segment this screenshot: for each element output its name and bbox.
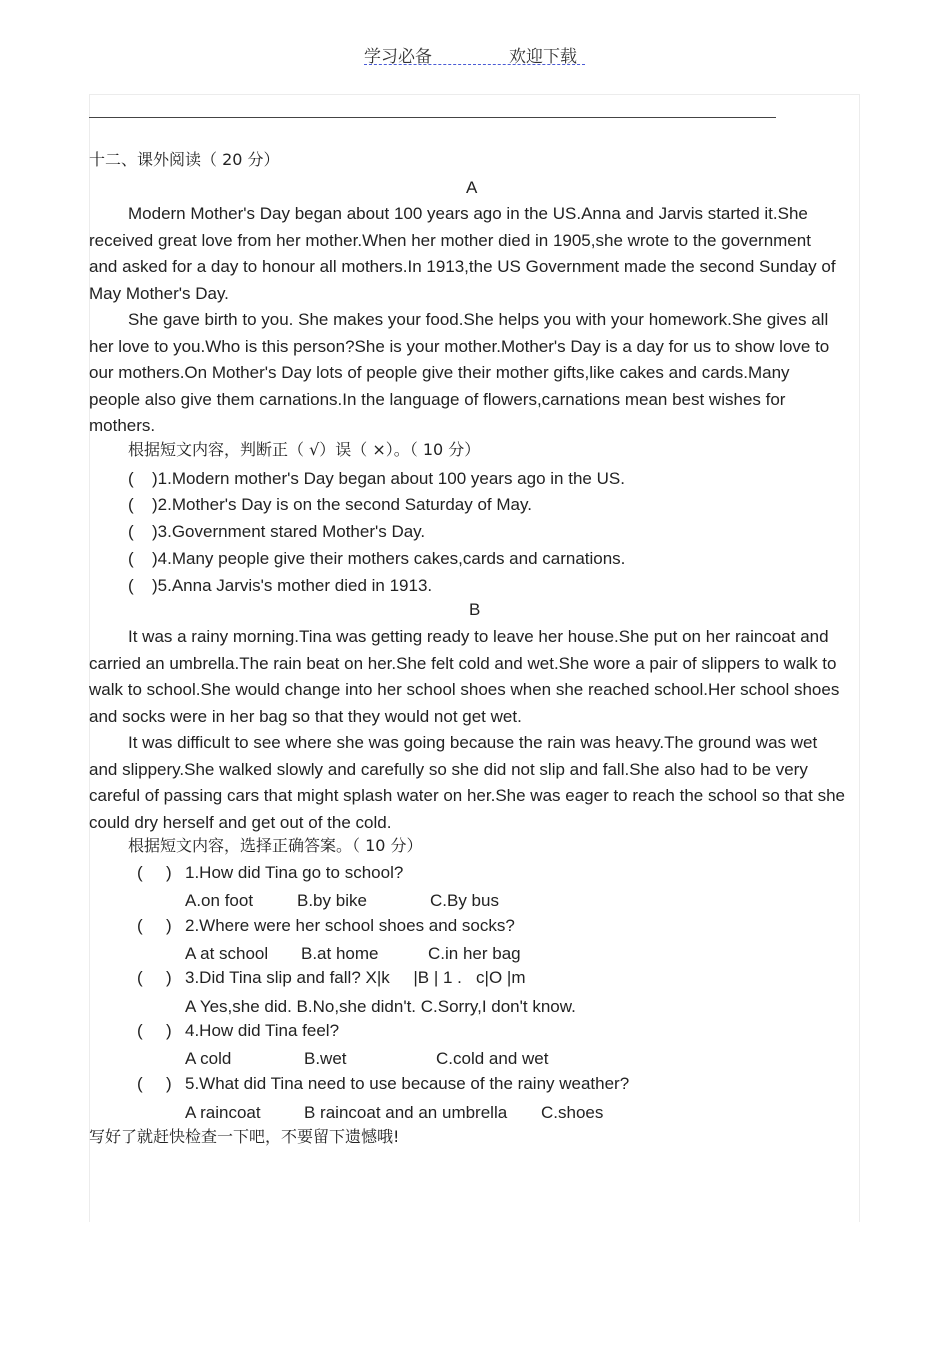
passage-b-paragraph-2 bbox=[89, 730, 889, 836]
option-a: A.on foot bbox=[185, 891, 254, 910]
passage-a-instruction: 根据短文内容，判断正（ √）误（ ×）。（ 10 分） bbox=[128, 440, 481, 459]
passage-b-label: B bbox=[469, 600, 481, 619]
section-title: 十二、课外阅读（ 20 分） bbox=[89, 150, 280, 169]
passage-a-paragraph-1 bbox=[89, 201, 889, 307]
text-line: our mothers.On Mother's Day lots of people give their mother gifts,like cakes and cards.Many bbox=[89, 363, 790, 383]
header-right-text: 欢迎下载 bbox=[509, 47, 577, 67]
option-b: B.at home bbox=[301, 944, 379, 963]
option-c: C.cold and wet bbox=[436, 1049, 549, 1068]
text-line: people also give them carnations.In the language of flowers,carnations mean best wishes for bbox=[89, 389, 786, 409]
tf-item-5: )5.Anna Jarvis's mother died in 1913. bbox=[152, 576, 433, 595]
option-c: C.in her bag bbox=[428, 944, 521, 963]
text-line: her love to you.Who is this person?She is your mother.Mother's Day is a day for us to show love to bbox=[89, 336, 830, 356]
text-line: It was difficult to see where she was going because the rain was heavy.The ground was wet bbox=[128, 733, 818, 752]
passage-a-label: A bbox=[466, 178, 478, 197]
footer-note: 写好了就赶快检查一下吧，不要留下遗憾哦! bbox=[89, 1127, 400, 1146]
answer-paren: ( bbox=[128, 549, 134, 568]
option-a: A raincoat bbox=[185, 1103, 261, 1122]
answer-paren-close: ) bbox=[166, 1074, 172, 1093]
passage-a-paragraph-2 bbox=[89, 307, 889, 440]
tf-item-3: )3.Government stared Mother's Day. bbox=[152, 522, 426, 541]
answer-paren: ( bbox=[128, 469, 134, 488]
text-line: Modern Mother's Day began about 100 years ago in the US.Anna and Jarvis started it.She bbox=[128, 204, 808, 223]
question-3: 3.Did Tina slip and fall? X|k |B | 1 . c|O |m bbox=[185, 968, 526, 987]
option-b: B raincoat and an umbrella bbox=[304, 1103, 508, 1122]
text-line: and slippery.She walked slowly and carefully so she did not slip and fall.She also had to be very bbox=[89, 759, 808, 779]
text-line: mothers. bbox=[89, 416, 156, 436]
tf-item-2: )2.Mother's Day is on the second Saturday of May. bbox=[152, 495, 532, 514]
question-5: 5.What did Tina need to use because of the rainy weather? bbox=[185, 1074, 630, 1093]
answer-paren-close: ) bbox=[166, 863, 172, 882]
text-line: could dry herself and get out of the cold. bbox=[89, 812, 392, 832]
tf-item-4: )4.Many people give their mothers cakes,cards and carnations. bbox=[152, 549, 626, 568]
text-line: carried an umbrella.The rain beat on her.She felt cold and wet.She wore a pair of slippers to walk to bbox=[89, 653, 837, 673]
answer-paren-open: ( bbox=[137, 916, 143, 935]
option-a: A cold bbox=[185, 1049, 232, 1068]
answer-paren: ( bbox=[128, 495, 134, 514]
text-line: and socks were in her bag so that they would not get wet. bbox=[89, 706, 522, 726]
answer-paren-open: ( bbox=[137, 863, 143, 882]
text-line: walk to school.She would change into her school shoes when she reached school.Her school shoes bbox=[89, 680, 840, 700]
option-c: C.By bus bbox=[430, 891, 499, 910]
passage-b-instruction: 根据短文内容，选择正确答案。（ 10 分） bbox=[128, 836, 423, 855]
option-line: A Yes,she did. B.No,she didn't. C.Sorry,I don't know. bbox=[185, 997, 576, 1016]
header-underline bbox=[364, 64, 585, 65]
page-header bbox=[0, 42, 950, 66]
option-c: C.shoes bbox=[541, 1103, 604, 1122]
answer-paren-open: ( bbox=[137, 1021, 143, 1040]
header-left-text: 学习必备 bbox=[364, 47, 432, 67]
answer-paren: ( bbox=[128, 522, 134, 541]
option-b: B.wet bbox=[304, 1049, 347, 1068]
answer-paren-close: ) bbox=[166, 968, 172, 987]
tf-item-1: )1.Modern mother's Day began about 100 years ago in the US. bbox=[152, 469, 625, 488]
text-line: May Mother's Day. bbox=[89, 283, 229, 303]
question-2: 2.Where were her school shoes and socks? bbox=[185, 916, 515, 935]
answer-paren-open: ( bbox=[137, 1074, 143, 1093]
passage-b-paragraph-1 bbox=[89, 624, 889, 730]
option-a: A at school bbox=[185, 944, 269, 963]
text-line: It was a rainy morning.Tina was getting ready to leave her house.She put on her raincoat and bbox=[128, 627, 829, 646]
option-b: B.by bike bbox=[297, 891, 367, 910]
text-line: and asked for a day to honour all mothers.In 1913,the US Government made the second Sunday of bbox=[89, 257, 836, 277]
top-rule bbox=[89, 117, 776, 118]
answer-paren-open: ( bbox=[137, 968, 143, 987]
answer-paren-close: ) bbox=[166, 916, 172, 935]
question-1: 1.How did Tina go to school? bbox=[185, 863, 404, 882]
answer-paren: ( bbox=[128, 576, 134, 595]
text-line: received great love from her mother.When her mother died in 1905,she wrote to the government bbox=[89, 230, 811, 250]
text-line: careful of passing cars that might splash water on her.She was eager to reach the school so that she bbox=[89, 786, 845, 806]
text-line: She gave birth to you. She makes your food.She helps you with your homework.She gives all bbox=[128, 310, 829, 329]
question-4: 4.How did Tina feel? bbox=[185, 1021, 340, 1040]
answer-paren-close: ) bbox=[166, 1021, 172, 1040]
